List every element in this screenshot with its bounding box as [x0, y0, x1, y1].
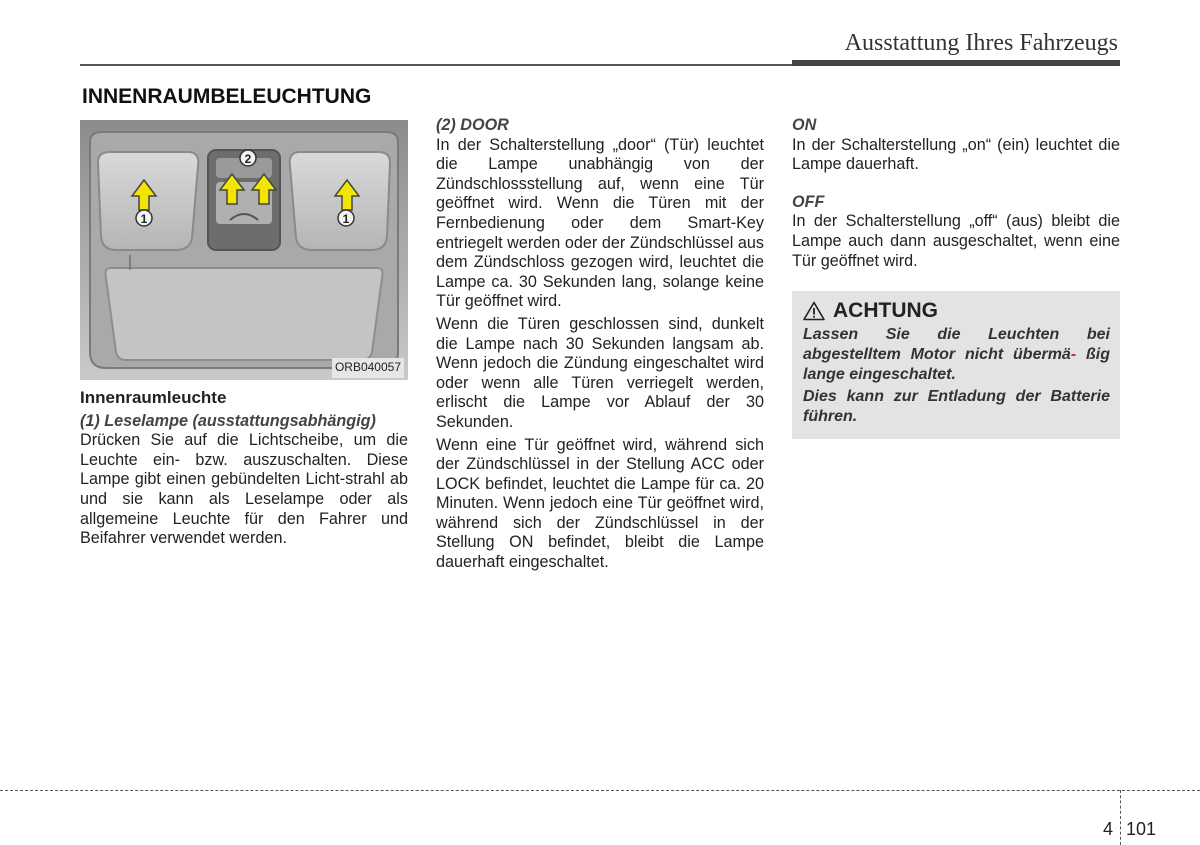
warning-title: ACHTUNG	[833, 299, 938, 323]
section-title: INNENRAUMBELEUCHTUNG	[82, 85, 372, 108]
figure-label: ORB040057	[332, 358, 404, 378]
column-middle	[436, 116, 764, 573]
overhead-console-illustration	[80, 120, 408, 380]
callout-2: 2	[244, 152, 252, 166]
door-para-1: In der Schalterstellung „door“ (Tür) leuchtet die Lampe unabhängig von der Zündschlossstellung auf, wenn eine Tür geöffnet wird. Wenn die Türen mit der Fernbedienung oder dem Smart-Key entriegelt werden oder der Zündschlüssel aus dem Zündschloss gezogen wird, leuchtet die Lampe ca. 30 Sekunden lang, solange keine Tür geöffnet wird.	[436, 135, 764, 311]
chapter-title: Ausstattung Ihres Fahrzeugs	[844, 30, 1118, 56]
column-left	[80, 116, 408, 549]
item1-title: (1) Leselampe (ausstattungsabhängig)	[80, 411, 376, 430]
door-para-2: Wenn die Türen geschlossen sind, dunkelt die Lampe nach 30 Sekunden langsam ab. Wenn jedoch die Zündung eingeschaltet wird oder wenn alle Türen verriegelt werden, erlischt die Lampe vor Ablauf der 30 Sekunden.	[436, 314, 764, 431]
column-right	[792, 116, 1120, 439]
warning-text-2: Dies kann zur Entladung der Batterie führen.	[803, 388, 1110, 426]
page-number: 101	[1126, 819, 1157, 839]
footer-rule	[0, 790, 1200, 791]
warning-heading	[803, 301, 1110, 321]
warning-triangle-icon	[803, 301, 825, 321]
callout-1-right: 1	[342, 212, 350, 226]
callout-1-left: 1	[140, 212, 148, 226]
on-title: ON	[792, 116, 817, 134]
header-rule	[80, 64, 792, 66]
off-title: OFF	[792, 192, 825, 211]
door-para-3: Wenn eine Tür geöffnet wird, während sich der Zündschlüssel in der Stellung ACC oder LOCK befindet, leuchtet die Lampe für ca. 20 Minuten. Wenn jedoch eine Tür geöffnet wird, während sich der Zündschlüssel in der Stellung ON befindet, bleibt die Lampe dauerhaft eingeschaltet.	[436, 435, 764, 572]
subheading-interior-light: Innenraumleuchte	[80, 388, 227, 407]
off-text: In der Schalterstellung „off“ (aus) bleibt die Lampe auch dann ausgeschaltet, wenn eine Tür geöffnet wird.	[792, 212, 1120, 270]
header-rule-thick	[792, 60, 1120, 66]
warning-text-1: Lassen Sie die Leuchten bei abgestelltem Motor nicht übermä- ßig lange eingeschaltet.	[803, 326, 1110, 384]
warning-box	[792, 291, 1120, 439]
footer-divider	[1120, 790, 1121, 845]
item1-text: Drücken Sie auf die Lichtscheibe, um die Leuchte ein- bzw. auszuschalten. Diese Lampe gibt einen gebündelten Licht-strahl ab und sie kann als Leselampe oder als allgemeine Leuchte für den Fahrer und Beifahrer verwendet werden.	[80, 431, 408, 548]
chapter-number: 4	[1103, 819, 1114, 839]
item2-title: (2) DOOR	[436, 116, 509, 134]
warning-hyphen: -	[1070, 346, 1077, 364]
on-text: In der Schalterstellung „on“ (ein) leuchtet die Lampe dauerhaft.	[792, 135, 1120, 174]
overhead-lamp-figure	[80, 120, 408, 380]
